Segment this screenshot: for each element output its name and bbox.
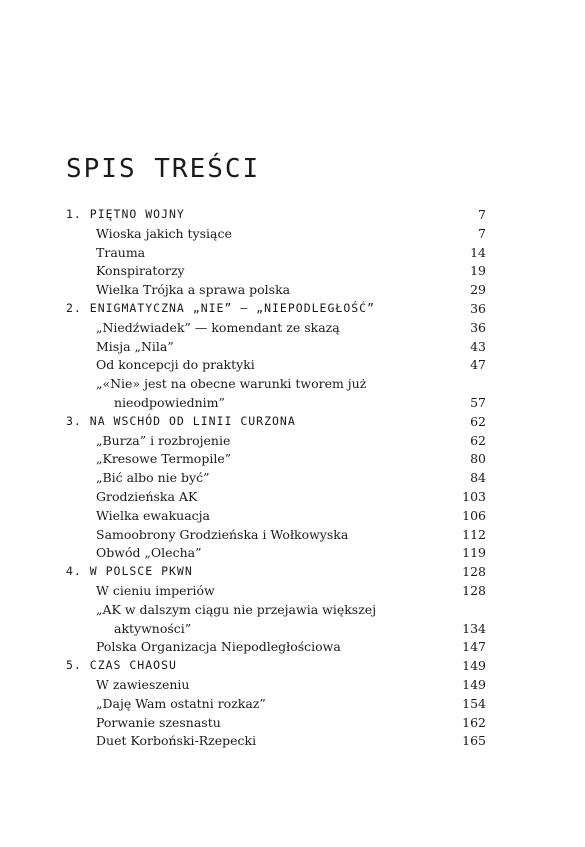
section-title [96,375,386,413]
section-title-line: W cieniu imperiów [96,582,215,598]
section-title-line: „Niedźwiadek” — komendant ze skazą [96,319,340,335]
section-entry [0,582,585,601]
section-title [96,732,256,751]
chapter-title: 3. NA WSCHÓD OD LINII CURZONA [66,413,296,428]
page-number: 165 [462,733,486,749]
section-title-line: „Daję Wam ostatni rozkaz” [96,695,266,711]
section-title-line: Trauma [96,244,146,260]
section-title [96,507,210,526]
page-number: 128 [462,582,486,598]
page-number: 84 [470,470,486,486]
section-entry [0,676,585,695]
page-number: 154 [462,695,486,711]
section-title [96,676,189,695]
section-entry [0,319,585,338]
section-title [96,356,255,375]
section-title [96,450,231,469]
section-title [96,244,145,263]
section-title [96,695,266,714]
section-title [96,338,174,357]
section-title [96,281,290,300]
section-entry [0,732,585,751]
section-title-line: Obwód „Olecha” [96,545,202,561]
page-number: 103 [462,488,486,504]
page-number: 62 [470,432,486,448]
page-number: 112 [462,526,486,542]
section-title-line: W zawieszeniu [96,676,190,692]
page-number: 43 [470,338,486,354]
chapter-title: 4. W POLSCE PKWN [66,564,193,579]
page-number: 19 [470,263,486,279]
section-title-line: Konspiratorzy [96,263,185,279]
section-title-line: Od koncepcji do praktyki [96,357,255,373]
table-of-contents [0,206,585,751]
page-number: 47 [470,357,486,373]
section-title-line: Polska Organizacja Niepodległościowa [96,639,341,655]
section-title [96,582,215,601]
chapter-title: 2. ENIGMATYCZNA „NIE” – „NIEPODLEGŁOŚĆ” [66,300,376,315]
section-entry [0,432,585,451]
section-title-line: Samoobrony Grodzieńska i Wołkowyska [96,526,349,542]
section-entry [0,601,585,639]
page-number: 119 [462,545,486,561]
section-title-line: „Kresowe Termopile” [96,451,232,467]
section-entry [0,714,585,733]
section-title-continuation: aktywności” [114,620,192,636]
section-title [96,526,348,545]
section-entry [0,262,585,281]
page-number: 162 [462,714,486,730]
chapter-entry [0,206,585,225]
section-title [96,544,201,563]
page-number: 149 [462,676,486,692]
page-number: 57 [470,394,486,410]
section-title-line: Wielka Trójka a sprawa polska [96,282,291,298]
section-title [96,319,340,338]
page-number: 128 [462,564,486,580]
page-number: 36 [470,300,486,316]
section-title [96,469,209,488]
section-entry [0,338,585,357]
section-title-line: Porwanie szesnastu [96,714,221,730]
section-entry [0,507,585,526]
section-entry [0,544,585,563]
page-number: 80 [470,451,486,467]
section-title-line: Grodzieńska AK [96,488,198,504]
page-number: 29 [470,282,486,298]
section-title-continuation: nieodpowiednim” [114,394,225,410]
section-entry [0,469,585,488]
section-title-line: „Burza” i rozbrojenie [96,432,231,448]
section-entry [0,526,585,545]
section-title-line: „«Nie» jest na obecne warunki tworem już [96,376,367,392]
section-title-line: „Bić albo nie być” [96,470,210,486]
page-number: 7 [478,225,486,241]
page-number: 36 [470,319,486,335]
page-number: 14 [470,244,486,260]
chapter-entry [0,563,585,582]
section-title-line: „AK w dalszym ciągu nie przejawia większej [96,601,377,617]
section-entry [0,695,585,714]
page-number: 106 [462,507,486,523]
page-title: SPIS TREŚCI [66,154,261,184]
section-title-line: Duet Korboński-Rzepecki [96,733,257,749]
chapter-title: 1. PIĘTNO WOJNY [66,207,185,221]
section-entry [0,225,585,244]
section-title-line: Wielka ewakuacja [96,507,210,523]
page-number: 149 [462,658,486,674]
page-number: 147 [462,639,486,655]
section-entry [0,638,585,657]
chapter-title: 5. CZAS CHAOSU [66,658,177,673]
chapter-entry [0,300,585,319]
section-entry [0,244,585,263]
page-number: 62 [470,413,486,429]
section-title [96,262,185,281]
section-entry [0,488,585,507]
chapter-entry [0,413,585,432]
section-entry [0,356,585,375]
section-entry [0,450,585,469]
section-title [96,638,341,657]
section-entry [0,281,585,300]
section-title [96,225,232,244]
section-title [96,488,197,507]
section-title [96,601,386,639]
section-title [96,432,230,451]
section-entry [0,375,585,413]
page-number: 7 [478,207,486,222]
section-title [96,714,221,733]
chapter-entry [0,657,585,676]
section-title-line: Wioska jakich tysiące [96,225,232,241]
section-title-line: Misja „Nila” [96,338,174,354]
page-number: 134 [462,620,486,636]
